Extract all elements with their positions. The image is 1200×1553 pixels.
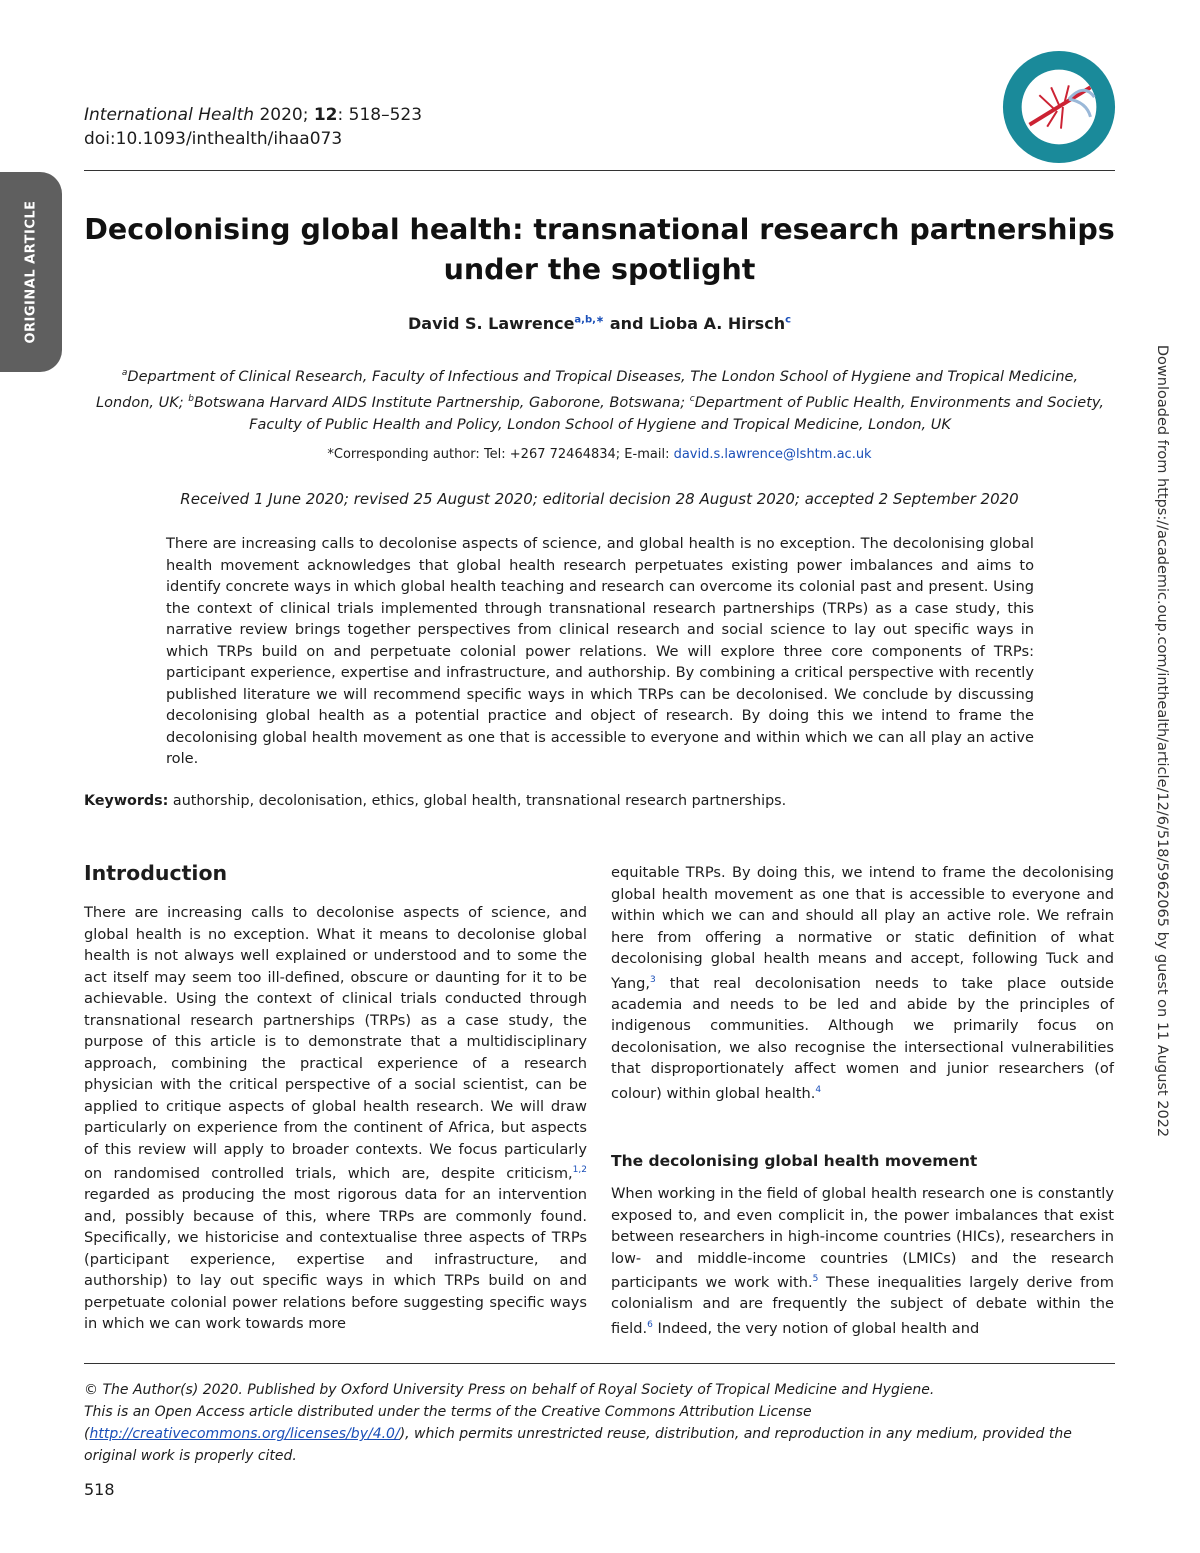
- article-type-label: ORIGINAL ARTICLE: [23, 200, 39, 344]
- section-heading-decolonising-movement: The decolonising global health movement: [611, 1152, 978, 1170]
- abstract: There are increasing calls to decolonise aspects of science, and global health is no exception. The decolonising global health movement acknowledges that global health research perpetuates existing power imbalances and aims to identify concrete ways in which global health teaching and research can overcome its colonial past and present. Using the context of clinical trials implemented through transnational research partnerships (TRPs) as a case study, this narrative review brings together perspectives from clinical research and social science to lay out specific ways in which TRPs build on and perpetuate colonial power relations. We will explore three core components of TRPs: participant experience, expertise and infrastructure, and authorship. By combining a critical perspective with recently published literature we will recommend specific ways in which TRPs can be decolonised. We conclude by discussing decolonising global health as a potential practice and object of research. By doing this we intend to frame the decolonising global health movement as one that is accessible to everyone and within which we can all play an active role.: [166, 535, 1034, 767]
- keywords-list: authorship, decolonisation, ethics, global health, transnational research partnerships.: [168, 793, 787, 809]
- affiliation-a-marker: a: [121, 368, 128, 378]
- citation-link-3[interactable]: 3: [650, 974, 656, 985]
- citation-link-1-2[interactable]: 1,2: [572, 1165, 587, 1175]
- article-type-tab: [0, 172, 62, 372]
- download-watermark: Downloaded from https://academic.oup.com/inthealth/article/12/6/518/5962065 by guest on 11 August 2022: [1154, 344, 1170, 1138]
- article-title: Decolonising global health: transnational research partnerships under the spotlight: [84, 213, 1115, 286]
- footer-divider: [84, 1363, 1115, 1364]
- author-list: [84, 314, 1115, 333]
- citation-link-5[interactable]: 5: [812, 1274, 819, 1284]
- journal-name: International Health: [84, 105, 255, 125]
- corresponding-author: [84, 447, 1115, 462]
- royal-society-seal-icon: [1000, 48, 1118, 166]
- journal-doi: doi:10.1093/inthealth/ihaa073: [84, 129, 343, 149]
- journal-volume: 12: [313, 105, 338, 125]
- introduction-text-left: [84, 902, 587, 1335]
- affiliation-a: Department of Clinical Research, Faculty of Infectious and Tropical Diseases, The London School of Hygiene and Tropical Medicine, London, UK;: [96, 368, 1079, 411]
- license-link[interactable]: http://creativecommons.org/licenses/by/4.0/: [89, 1426, 400, 1442]
- license-footer: [84, 1379, 1115, 1467]
- author-2: Lioba A. Hirsch: [649, 314, 786, 333]
- corresponding-text: *Corresponding author: Tel: +267 72464834; E-mail:: [327, 447, 674, 462]
- keywords-label: Keywords:: [84, 793, 169, 809]
- journal-year: 2020;: [259, 105, 309, 125]
- movement-paragraph: When working in the field of global health research one is constantly exposed to, and even complicit in, the power imbalances that exist between researchers in high-income countries (HICs), researchers in low- and middle-income countries (LMICs) and the research participants we work with.: [611, 1185, 1114, 1291]
- intro-paragraph-right-cont: that real decolonisation needs to take place outside academia and needs to be led and abide by the principles of indigenous communities. Although we primarily focus on decolonisation, we also recognise the intersectional vulnerabilities that disproportionately affect women and junior researchers (of colour) within global health.: [611, 974, 1114, 1102]
- movement-paragraph-end: Indeed, the very notion of global health and: [652, 1319, 980, 1337]
- author-2-affiliation-link[interactable]: c: [785, 314, 792, 326]
- affiliation-b: Botswana Harvard AIDS Institute Partnership, Gaborone, Botswana;: [194, 394, 690, 411]
- intro-paragraph-right: equitable TRPs. By doing this, we intend to frame the decolonising global health movement as one that is accessible to everyone and within which we can and should all play an active role. We refrain here from offering a normative or static definition of what decolonising global health means and accept, following Tuck and Yang,: [611, 864, 1114, 992]
- journal-citation: [84, 103, 422, 127]
- page-number: 518: [84, 1480, 115, 1499]
- affiliation-c-marker: c: [689, 393, 695, 404]
- author-connector: and: [604, 314, 650, 333]
- intro-paragraph-cont: regarded as producing the most rigorous data for an intervention and, possibly because of this, where TRPs are commonly found. Specifically, we historicise and contextualise three aspects of TRPs (participant experience, expertise and infrastructure, and authorship) to lay out specific ways in which TRPs build on and perpetuate colonial power relations before suggesting specific ways in which we can work towards more: [84, 1186, 587, 1333]
- author-1-affiliation-link[interactable]: a,b,∗: [574, 314, 605, 326]
- article-dates: Received 1 June 2020; revised 25 August 2020; editorial decision 28 August 2020; accepted 2 September 2020: [180, 490, 1019, 508]
- license-terms: ), which permits unrestricted reuse, distribution, and reproduction in any medium, provided the original work is properly cited.: [84, 1426, 1072, 1464]
- license-link-line: [84, 1423, 1115, 1467]
- affiliation-c: Department of Public Health, Environments and Society, Faculty of Public Health and Policy, London School of Hygiene and Tropical Medicine, London, UK: [249, 394, 1104, 433]
- author-1: David S. Lawrence: [407, 314, 575, 333]
- movement-text: [611, 1183, 1114, 1339]
- license-paren: (: [84, 1426, 90, 1442]
- citation-link-4[interactable]: 4: [815, 1084, 822, 1095]
- corresponding-email-link[interactable]: david.s.lawrence@lshtm.ac.uk: [673, 447, 872, 462]
- journal-info: [84, 103, 422, 151]
- keywords: [84, 793, 1115, 809]
- movement-paragraph-cont: These inequalities largely derive from colonialism and are frequently the subject of debate within the field.: [611, 1273, 1114, 1337]
- header-divider: [84, 170, 1115, 171]
- section-heading-introduction: Introduction: [84, 861, 228, 885]
- citation-link-6[interactable]: 6: [647, 1319, 653, 1330]
- affiliations: [92, 362, 1108, 436]
- license-line: This is an Open Access article distributed under the terms of the Creative Commons Attribution License: [84, 1404, 812, 1420]
- affiliation-b-marker: b: [188, 393, 194, 404]
- intro-paragraph: There are increasing calls to decolonise aspects of science, and global health is no exception. What it means to decolonise global health is not always well explained or understood and to some the act itself may seem too ill-defined, obscure or daunting for it to be achievable. Using the context of clinical trials conducted through transnational research partnerships (TRPs) as a case study, the purpose of this article is to demonstrate that a multidisciplinary approach, combining the practical experience of a research physician with the critical perspective of a social scientist, can be applied to critique aspects of global health research. We will draw particularly on experience from the continent of Africa, but aspects of this review will apply to broader contexts. We focus particularly on randomised controlled trials, which are, despite criticism,: [84, 904, 587, 1182]
- introduction-text-right: [611, 862, 1114, 1104]
- journal-pages: : 518–523: [337, 105, 423, 125]
- copyright-line: © The Author(s) 2020. Published by Oxford University Press on behalf of Royal Society of Tropical Medicine and Hygiene.: [84, 1382, 935, 1398]
